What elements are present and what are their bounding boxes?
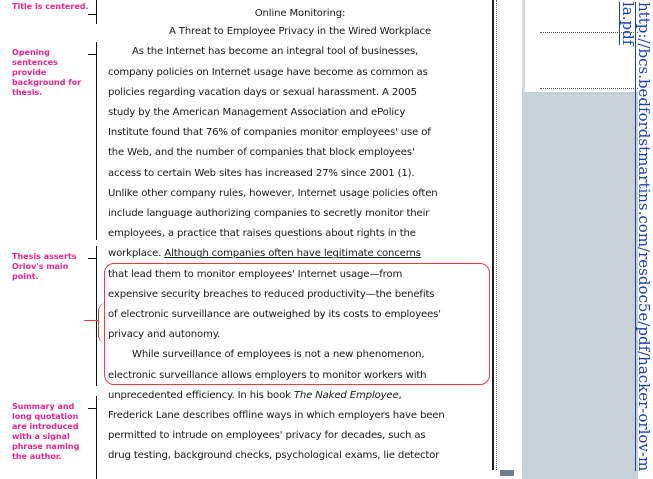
- essay-line: While surveillance of employees is not a new phenomenon,: [132, 349, 425, 361]
- divider-dotted-line: [496, 0, 497, 470]
- book-title: The Naked Employee: [293, 389, 399, 401]
- annotation-summary: Summary and long quotation are introduced with a signal phrase naming the author.: [12, 402, 80, 461]
- source-url-link[interactable]: http://bcs.bedfordstmartins.com/resdoc5e/pdf/hacker-orlov-mla.pdf: [619, 2, 653, 472]
- essay-line-text: unprecedented efficiency. In his book: [108, 389, 294, 401]
- annotation-tick: [88, 258, 96, 259]
- essay-line: As the Internet has become an integral tool of businesses,: [132, 46, 419, 58]
- essay-line: Unlike other company rules, however, Internet usage policies often: [108, 187, 438, 199]
- annotation-rule: [96, 396, 97, 479]
- essay-line: study by the American Management Association and ePolicy: [108, 107, 406, 119]
- essay-line: include language authorizing companies to secretly monitor their: [108, 208, 430, 220]
- divider-line: [492, 0, 494, 470]
- essay-line: company policies on Internet usage have become as common as: [108, 66, 428, 78]
- essay-body: [108, 0, 492, 462]
- essay-line: that lead them to monitor employees' Internet usage—from: [108, 268, 403, 280]
- essay-line: electronic surveillance allows employers to monitor workers with: [108, 369, 427, 381]
- essay-line: the Web, and the number of companies that block employees': [108, 147, 415, 159]
- annotation-opening-sentences: Opening sentences provide background for thesis.: [12, 48, 82, 97]
- essay-subtitle: A Threat to Employee Privacy in the Wired Workplace: [168, 26, 432, 38]
- essay-line: Institute found that 76% of companies monitor employees' use of: [108, 127, 431, 139]
- essay-line-book-title: [108, 386, 492, 406]
- annotation-tick: [88, 14, 96, 15]
- essay-line-prefix: workplace.: [108, 248, 165, 260]
- annotation-rule: [96, 42, 97, 240]
- annotation-title-centered: Title is centered.: [12, 2, 89, 11]
- essay-line-thesis-start: [108, 244, 492, 264]
- annotation-rule: [96, 0, 97, 24]
- essay-title: Online Monitoring:: [254, 8, 346, 19]
- thesis-bracket-tick: [84, 320, 98, 321]
- thesis-underline: Although companies often have legitimate concerns: [164, 248, 421, 260]
- annotation-tick: [88, 54, 96, 55]
- essay-line: of electronic surveillance are outweighed by its costs to employees': [108, 309, 441, 321]
- annotation-tick: [88, 408, 96, 409]
- annotation-rule: [96, 246, 97, 386]
- essay-line: Frederick Lane describes offline ways in which employers have been: [108, 410, 445, 422]
- corner-marker: [500, 470, 514, 476]
- essay-line: policies regarding vacation days or sexual harassment. A 2005: [108, 86, 417, 98]
- essay-line-comma: ,: [398, 389, 402, 401]
- essay-line: employees, a practice that raises questions about rights in the: [108, 228, 416, 240]
- essay-line: permitted to intrude on employees' privacy for decades, such as: [108, 430, 426, 442]
- essay-line: privacy and autonomy.: [108, 329, 221, 341]
- essay-line: access to certain Web sites has increased 27% since 2001 (1).: [108, 167, 415, 179]
- annotation-thesis: Thesis asserts Orlov's main point.: [12, 252, 77, 281]
- essay-line: expensive security breaches to reduced productivity—the benefits: [108, 288, 435, 300]
- essay-line-cutoff: drug testing, background checks, psychological exams, lie detector: [108, 450, 440, 462]
